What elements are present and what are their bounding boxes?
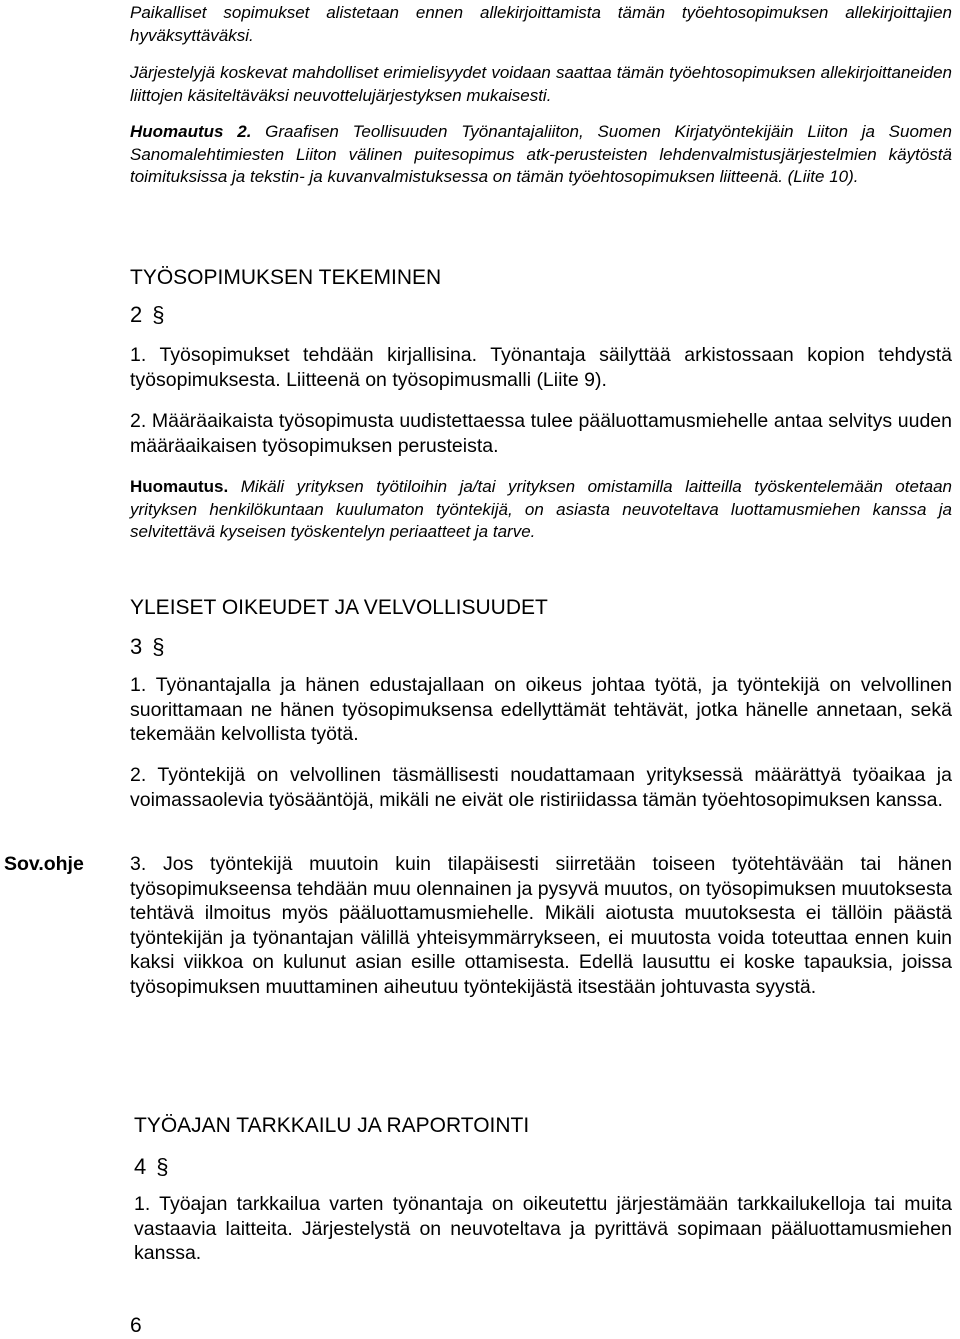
section-heading-general-rights: YLEISET OIKEUDET JA VELVOLLISUUDET: [130, 596, 548, 619]
section-number: 3: [130, 634, 143, 659]
section-symbol: §: [156, 1154, 169, 1179]
section-number-3: [130, 634, 952, 660]
note-s2-label: Huomautus.: [130, 477, 229, 496]
section-number: 4: [134, 1154, 147, 1179]
paragraph-s3-2: 2. Työntekijä on velvollinen täsmällisesti noudattamaan yrityksessä määrättyä työaikaa ja voimassaolevia työsääntöjä, mikäli ne eivät ole ristiriidassa tämän työehtosopimuksen kanssa.: [130, 764, 952, 811]
section-symbol: §: [152, 634, 165, 659]
note-s2-text: Mikäli yrityksen työtiloihin ja/tai yrityksen omistamilla laitteilla työskentelemään otetaan yrityksen henkilökuntaan kuulumaton työntekijä, on asiasta neuvoteltava luottamusmiehen kanssa ja selvitettävä kyseisen työskentelyn periaatteet ja tarve.: [130, 477, 952, 541]
section-heading-employment-contract: TYÖSOPIMUKSEN TEKEMINEN: [130, 266, 442, 289]
page-number: 6: [130, 1314, 142, 1337]
paragraph-s4-1: 1. Työajan tarkkailua varten työnantaja on oikeutettu järjestämään tarkkailukelloja tai muita vastaavia laitteita. Järjestelystä on neuvoteltava ja pyrittävä sopimaan pääluottamusmiehen kanssa.: [134, 1193, 952, 1264]
section-number: 2: [130, 302, 143, 327]
note-2-label: Huomautus 2.: [130, 122, 252, 141]
section-number-4: [134, 1154, 952, 1180]
paragraph-s2-2: 2. Määräaikaista työsopimusta uudistettaessa tulee pääluottamusmiehelle antaa selvitys uuden määräaikaisen työsopimuksen perusteista.: [130, 410, 952, 457]
paragraph-disputes: Järjestelyjä koskevat mahdolliset erimielisyydet voidaan saattaa tämän työehtosopimuksen allekirjoittaneiden liittojen käsiteltäväksi neuvottelujärjestyksen mukaisesti.: [130, 63, 952, 105]
section-heading-working-time-monitoring: TYÖAJAN TARKKAILU JA RAPORTOINTI: [134, 1114, 530, 1137]
paragraph-s2-1: 1. Työsopimukset tehdään kirjallisina. Työnantaja säilyttää arkistossaan kopion tehdystä työsopimuksesta. Liitteenä on työsopimusmalli (Liite 9).: [130, 344, 952, 391]
paragraph-s3-3: 3. Jos työntekijä muutoin kuin tilapäisesti siirretään toiseen työtehtävään tai hänen työsopimukseensa tehdään muu olennainen ja pysyvä muutos, on työsopimuksen muutoksesta tehtävä ilmoitus myös pääluottamusmiehelle. Mikäli aiotusta muutoksesta ei tällöin päästä työntekijän ja työnantajan välillä yhteisymmärrykseen, ei muutosta voida toteuttaa ennen kuin kaksi viikkoa on kulunut asian esille ottamisesta. Edellä lausuttu ei koske tapauksia, joissa työsopimuksen muuttaminen aiheutuu työntekijästä itsestään johtuvasta syystä.: [130, 853, 952, 998]
section-symbol: §: [152, 302, 165, 327]
section-number-2: [130, 302, 952, 328]
paragraph-local-agreements: Paikalliset sopimukset alistetaan ennen allekirjoittamista tämän työehtosopimuksen allekirjoittajien hyväksyttäväksi.: [130, 3, 952, 45]
note-s2: [130, 476, 952, 544]
paragraph-s3-1: 1. Työnantajalla ja hänen edustajallaan on oikeus johtaa työtä, ja työntekijä on velvollinen suorittamaan ne hänen työsopimuksensa edellyttämät tehtävät, jotka hänelle annetaan, sekä tekemään kelvollista työtä.: [130, 674, 952, 745]
note-2: [130, 121, 952, 189]
margin-note-sov-ohje: Sov.ohje: [4, 853, 84, 875]
note-2-text: Graafisen Teollisuuden Työnantajaliiton, Suomen Kirjatyöntekijäin Liiton ja Suomen Sanomalehtimiesten Liiton välinen puitesopimus atk-perusteisten lehdenvalmistusjärjestelmien käytöstä toimituksissa ja tekstin- ja kuvanvalmistuksessa on tämän työehtosopimuksen liitteenä. (Liite 10).: [130, 122, 952, 186]
